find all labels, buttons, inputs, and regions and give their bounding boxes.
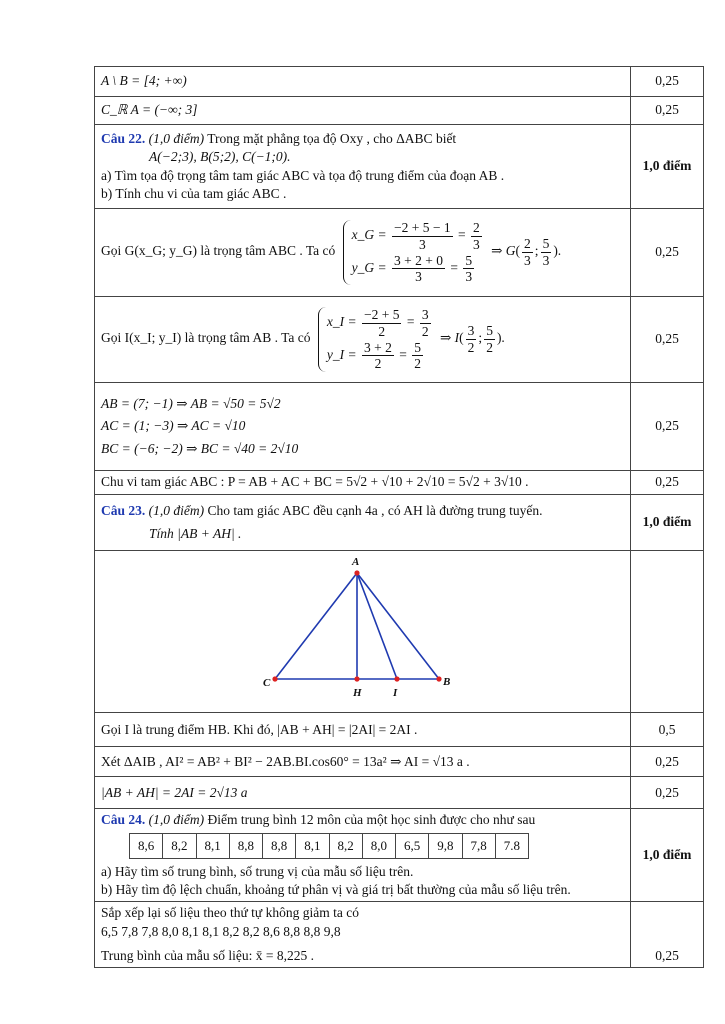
yi-num: 3 + 2 [364,339,392,355]
xi-num: −2 + 5 [364,307,400,323]
part-a: a) Hãy tìm số trung bình, số trung vị của mẫu số liệu trên. [101,863,414,879]
point-b [436,676,441,681]
label-a: A [352,556,360,568]
side-ac [275,573,357,679]
vector-lengths [95,383,631,471]
score-cell: 0,25 [631,97,704,125]
yi-den: 2 [374,356,382,372]
midpoint-solution: Gọi I(x_I; y_I) là trọng tâm AB . Ta có x_I = $\frac{-2 + 5}{2}$ = $\frac{3}{2}$ y_I = $\frac{3 + 2}{2}$ = $\frac{5}{2}$ ⇒ I( $\frac{3}{2}$ ; $\frac{5}{2}$ ). [95,297,631,383]
data-cell: 8,2 [329,834,362,859]
yg-den: 3 [415,269,422,285]
g-x: 2 [524,236,531,252]
score-cell: 0,25 [631,209,704,297]
i-y-den: 2 [486,340,493,355]
table-row [95,383,704,471]
question-23 [95,495,631,551]
table-row [95,551,704,713]
yg-res-den: 3 [465,269,473,285]
side-ab [357,573,439,679]
table-row [95,777,704,809]
question-label: Câu 24. [101,812,146,828]
yg-label: y_G = [351,259,387,275]
yi-label: y_I = [326,346,357,362]
midpoint-system: x_I = $\frac{-2 + 5}{2}$ = $\frac{3}{2}$ y_I = $\frac{3 + 2}{2}$ = $\frac{5}{2}$ [318,307,433,371]
data-cell: 6,5 [396,834,429,859]
g-y: 5 [542,236,550,252]
centroid-solution: Gọi G(x_G; y_G) là trọng tâm ABC . Ta có x_G = $\frac{-2 + 5 - 1}{3}$ = $\frac{2}{3}$ y_G = $\frac{3 + 2 + 0}{3}$ = $\frac{5}{3}$ ⇒ G( $\frac{2}{3}$ ; $\frac{5}{3}$ ). [95,209,631,297]
data-row [130,834,529,859]
table-row [95,495,704,551]
centroid-prefix: Gọi G(x_G; y_G) là trọng tâm ABC . Ta có [101,243,336,259]
i-x: 3 [467,323,475,339]
solution-step-1: Gọi I là trung điểm HB. Khi đó, |AB + AH| = |2AI| = 2AI . [95,713,631,747]
sorted-data [95,902,631,968]
data-cell: 8,2 [163,834,196,859]
point-c [272,676,277,681]
centroid-system: x_G = $\frac{-2 + 5 - 1}{3}$ = $\frac{2}{3}$ y_G = $\frac{3 + 2 + 0}{3}$ = $\frac{5}{3}$ [343,220,484,284]
score-cell: 0,25 [631,383,704,471]
point-a [354,570,359,575]
yi-res-num: 5 [414,339,421,355]
data-cell: 8,0 [362,834,395,859]
table-row [95,471,704,495]
g-x-den: 3 [524,253,531,268]
table-row [95,97,704,125]
xg-label: x_G = [351,227,387,243]
table-row [95,67,704,97]
set-difference: A \ B = [4; +∞) [95,67,631,97]
score-data-table [129,833,529,859]
question-24 [95,809,631,902]
xi-den: 2 [378,323,386,339]
score-cell: 0,25 [631,902,704,968]
question-label: Câu 23. [101,503,146,519]
midpoint-prefix: Gọi I(x_I; y_I) là trọng tâm AB . Ta có [101,330,311,346]
part-a: a) Tìm tọa độ trọng tâm tam giác ABC và tọa độ trung điểm của đoạn AB . [101,167,505,183]
set-complement: C_ℝ A = (−∞; 3] [95,97,631,125]
solution-step-2: Xét ΔAIB , AI² = AB² + BI² − 2AB.BI.cos60° = 13a² ⇒ AI = √13 a . [95,747,631,777]
points-note: (1,0 điểm) [148,131,205,147]
score-cell: 0,25 [631,747,704,777]
xg-res-num: 2 [472,220,480,236]
xi-res-num: 3 [421,307,429,323]
part-b: b) Tính chu vi của tam giác ABC . [101,185,287,201]
data-cell: 8,1 [296,834,329,859]
solution-step-3: |AB + AH| = 2AI = 2√13 a [95,777,631,809]
score-cell: 0,5 [631,713,704,747]
points-note: (1,0 điểm) [148,812,205,828]
point-h [354,676,359,681]
score-cell: 1,0 điểm [631,495,704,551]
label-i: I [393,687,398,699]
label-h: H [353,687,362,699]
table-row [95,747,704,777]
yi-res-den: 2 [414,356,421,372]
score-cell [631,551,704,713]
question-ask: Tính |AB + AH| . [149,525,242,541]
vector-ac: AC = (1; −3) ⇒ AC = √10 [101,418,246,434]
point-i [394,676,399,681]
table-row [95,297,704,383]
data-cell: 8,1 [196,834,229,859]
sample-mean: Trung bình của mẫu số liệu: x̄ = 8,225 . [101,947,314,963]
points-list: A(−2;3), B(5;2), C(−1;0). [149,149,291,165]
data-cell: 8,8 [229,834,262,859]
segment-ai [357,573,397,679]
i-x-den: 2 [467,340,475,355]
yg-num: 3 + 2 + 0 [394,252,443,268]
score-cell: 1,0 điểm [631,809,704,902]
vector-bc: BC = (−6; −2) ⇒ BC = √40 = 2√10 [101,440,299,456]
i-y: 5 [486,323,493,339]
table-row [95,209,704,297]
score-cell: 0,25 [631,67,704,97]
perimeter: Chu vi tam giác ABC : P = AB + AC + BC = 5√2 + √10 + 2√10 = 5√2 + 3√10 . [95,471,631,495]
xg-num: −2 + 5 − 1 [394,220,451,236]
score-cell: 0,25 [631,777,704,809]
score-cell: 0,25 [631,297,704,383]
yg-res-num: 5 [465,252,473,268]
question-label: Câu 22. [101,131,146,147]
sorted-values: 6,5 7,8 7,8 8,0 8,1 8,1 8,2 8,2 8,6 8,8 8,8 9,8 [101,923,341,939]
part-b: b) Hãy tìm độ lệch chuẩn, khoảng tứ phân vị và giá trị bất thường của mẫu số liệu trên. [101,882,571,898]
table-row [95,713,704,747]
centroid-conclusion: ⇒ G [491,243,516,259]
data-cell: 8,8 [263,834,296,859]
question-text: Điểm trung bình 12 môn của một học sinh được cho như sau [207,812,536,828]
xi-res-den: 2 [421,323,429,339]
table-row [95,125,704,209]
score-cell: 0,25 [631,471,704,495]
score-cell: 1,0 điểm [631,125,704,209]
table-row [95,809,704,902]
question-text: Trong mặt phẳng tọa độ Oxy , cho ΔABC biết [207,131,457,147]
figure-cell [95,551,631,713]
xg-den: 3 [418,236,426,252]
vector-ab: AB = (7; −1) ⇒ AB = √50 = 5√2 [101,396,281,412]
question-text: Cho tam giác ABC đều cạnh 4a , có AH là đường trung tuyến. [207,503,543,519]
label-c: C [263,677,271,689]
data-cell: 9,8 [429,834,462,859]
data-cell: 7,8 [462,834,495,859]
answer-table [94,66,704,968]
xi-label: x_I = [326,314,357,330]
sorted-intro: Sắp xếp lại số liệu theo thứ tự không giảm ta có [101,905,359,921]
data-cell: 7.8 [495,834,528,859]
points-note: (1,0 điểm) [148,503,205,519]
triangle-figure [95,551,618,707]
g-y-den: 3 [542,253,550,268]
label-b: B [443,676,451,688]
data-cell: 8,6 [130,834,163,859]
midpoint-conclusion: ⇒ I [439,330,460,346]
xg-res-den: 3 [472,236,480,252]
question-22 [95,125,631,209]
table-row [95,902,704,968]
